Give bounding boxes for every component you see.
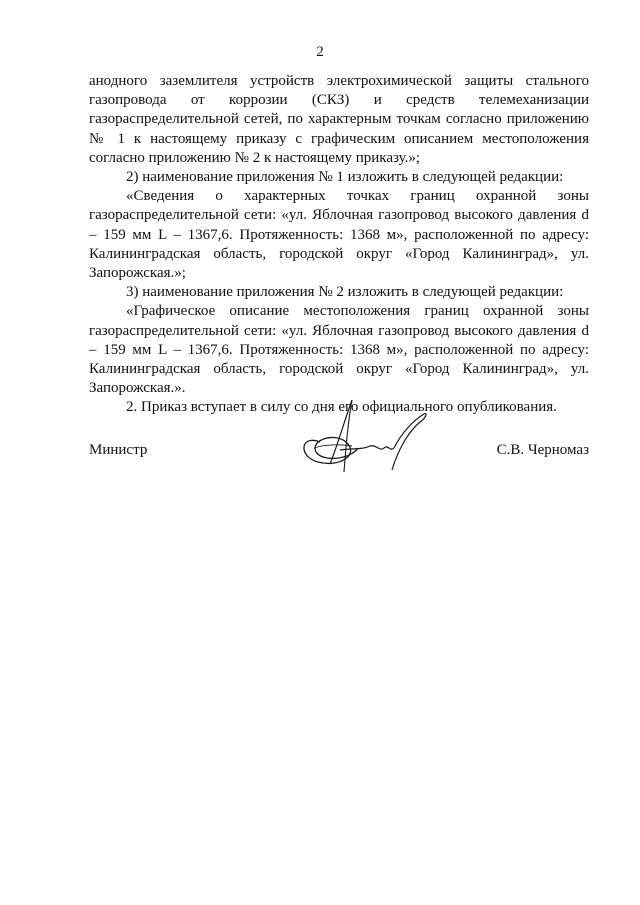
- document-body: [89, 72, 589, 418]
- paragraph-item-2: 2) наименование приложения № 1 изложить в следующей редакции:: [126, 169, 564, 186]
- paragraph-appendix-1-title: «Сведения о характерных точках границ охранной зоны газораспределительной сети: «ул. Яблочная газопровод высокого давления d – 159 мм L – 1367,6. Протяженность: 1368 м», расположенной по адресу: Калининградская область, городской округ «Город Калининград», ул. Запорожская.»;: [89, 188, 589, 282]
- signatory-position: Министр: [89, 442, 148, 458]
- paragraph-effective-date: 2. Приказ вступает в силу со дня его официального опубликования.: [126, 399, 557, 416]
- paragraph-continuation: анодного заземлителя устройств электрохимической защиты стального газопровода от коррозии (СКЗ) и средств телемеханизации газораспределительной сетей, по характерным точкам согласно приложению № 1 к настоящему приказу с графическим описанием местоположения согласно приложению № 2 к настоящему приказу.»;: [89, 73, 589, 166]
- page-number: 2: [316, 44, 324, 60]
- signatory-name: С.В. Черномаз: [496, 442, 589, 458]
- paragraph-appendix-2-title: «Графическое описание местоположения границ охранной зоны газораспределительной сети: «ул. Яблочная газопровод высокого давления d – 159 мм L – 1367,6. Протяженность: 1368 м», расположенной по адресу: Калининградская область, городской округ «Город Калининград», ул. Запорожская.».: [89, 303, 589, 397]
- paragraph-item-3: 3) наименование приложения № 2 изложить в следующей редакции:: [126, 284, 564, 301]
- handwritten-signature: [280, 392, 430, 482]
